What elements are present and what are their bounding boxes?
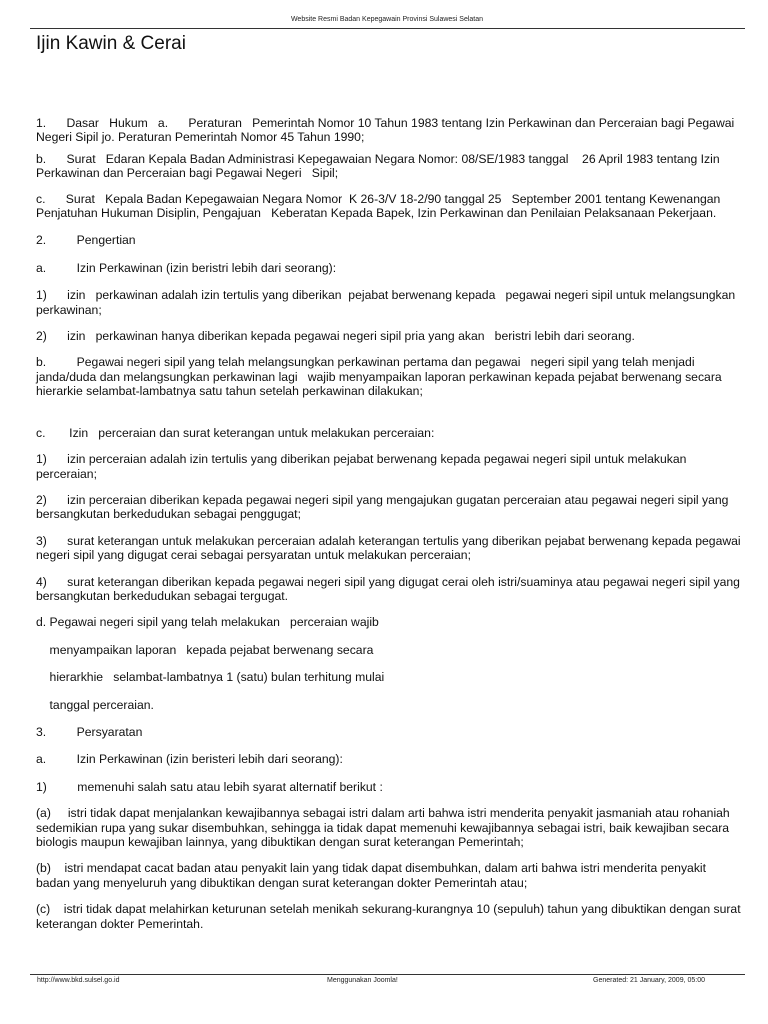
paragraph-dasar-hukum-c: c. Surat Kepala Badan Kepegawaian Negara Nomor K 26-3/V 18-2/90 tanggal 25 September 2001 tentang Kewenangan Penjatuhan Hukuman Disiplin, Pengajuan Keberatan Kepada Bapek, Izin Perkawinan dan Penilaian Pelaksanaan Pekerjaan.: [36, 191, 724, 221]
paragraph-syarat-a: (a) istri tidak dapat menjalankan kewajibannya sebagai istri dalam arti bahwa istri menderita penyakit jasmaniah atau rohaniah sedemikian rupa yang sukar disembuhkan, sehingga ia tidak dapat memenuhi kewajibannya sebagai istri, baik kewajiban secara biologis maupun kewajiban lainnya, yang dibuktikan dengan surat keterangan Pemerintah;: [36, 806, 734, 849]
paragraph-izin-perceraian: c. Izin perceraian dan surat keterangan untuk melakukan perceraian:: [36, 425, 435, 440]
paragraph-syarat-alternatif: 1) memenuhi salah satu atau lebih syarat alternatif berikut :: [36, 779, 383, 794]
paragraph-izin-perceraian-3: 3) surat keterangan untuk melakukan perceraian adalah keterangan tertulis yang diberikan pejabat berwenang kepada pegawai negeri sipil yang digugat cerai sebagai persyaratan untuk melakukan perceraian;: [36, 533, 745, 563]
paragraph-syarat-b: (b) istri mendapat cacat badan atau penyakit lain yang tidak dapat disembuhkan, dalam arti bahwa istri menderita penyakit badan yang menyeluruh yang dibuktikan dengan surat keterangan dokter Pemerintah atau;: [36, 861, 710, 890]
paragraph-izin-perkawinan-2: 2) izin perkawinan hanya diberikan kepada pegawai negeri sipil pria yang akan beristri lebih dari seorang.: [36, 329, 635, 344]
paragraph-dasar-hukum-b: b. Surat Edaran Kepala Badan Administrasi Kepegawaian Negara Nomor: 08/SE/1983 tanggal 26 April 1983 tentang Izin Perkawinan dan Perceraian bagi Pegawai Negeri Sipil;: [36, 151, 724, 181]
heading-pengertian: 2. Pengertian: [36, 233, 136, 248]
heading-persyaratan: 3. Persyaratan: [36, 724, 143, 739]
footer-site-url: http://www.bkd.sulsel.go.id: [37, 977, 120, 984]
paragraph-dasar-hukum-a: 1. Dasar Hukum a. Peraturan Pemerintah Nomor 10 Tahun 1983 tentang Izin Perkawinan dan Perceraian bagi Pegawai Negeri Sipil jo. Peraturan Pemerintah Nomor 45 Tahun 1990;: [36, 116, 738, 145]
page-title: Ijin Kawin & Cerai: [36, 33, 186, 54]
paragraph-laporan-perceraian: d. Pegawai negeri sipil yang telah melakukan perceraian wajib: [36, 615, 379, 630]
paragraph-laporan-perceraian-cont-2: hierarkhie selambat-lambatnya 1 (satu) bulan terhitung mulai: [36, 670, 385, 685]
footer-divider: [30, 974, 745, 975]
paragraph-syarat-c: (c) istri tidak dapat melahirkan keturunan setelah menikah sekurang-kurangnya 10 (sepuluh) tahun yang dibuktikan dengan surat keterangan dokter Pemerintah.: [36, 902, 744, 931]
paragraph-laporan-perceraian-cont-3: tanggal perceraian.: [36, 697, 154, 712]
paragraph-izin-perceraian-1: 1) izin perceraian adalah izin tertulis yang diberikan pejabat berwenang kepada pegawai negeri sipil untuk melakukan perceraian;: [36, 452, 690, 481]
header-divider: [30, 28, 745, 29]
paragraph-laporan-perkawinan: b. Pegawai negeri sipil yang telah melangsungkan perkawinan pertama dan pegawai negeri sipil yang telah menjadi janda/duda dan melangsungkan perkawinan lagi wajib menyampaikan laporan perkawinan kepada pejabat berwenang secara hierarkie selambat-lambatnya satu tahun setelah perkawinan dilakukan;: [36, 355, 732, 399]
footer-powered-by: Menggunakan Joomla!: [327, 977, 398, 984]
paragraph-syarat-izin-perkawinan: a. Izin Perkawinan (izin beristeri lebih dari seorang):: [36, 752, 343, 767]
paragraph-izin-perkawinan-1: 1) izin perkawinan adalah izin tertulis yang diberikan pejabat berwenang kepada pegawai negeri sipil untuk melangsungkan perkawinan;: [36, 288, 739, 317]
footer-generated-date: Generated: 21 January, 2009, 05:00: [593, 977, 705, 984]
paragraph-izin-perkawinan: a. Izin Perkawinan (izin beristri lebih dari seorang):: [36, 260, 337, 275]
paragraph-izin-perceraian-4: 4) surat keterangan diberikan kepada pegawai negeri sipil yang digugat cerai oleh istri/suaminya atau pegawai negeri sipil yang bersangkutan berkedudukan sebagai tergugat.: [36, 574, 744, 603]
paragraph-laporan-perceraian-cont-1: menyampaikan laporan kepada pejabat berwenang secara: [36, 642, 374, 657]
paragraph-izin-perceraian-2: 2) izin perceraian diberikan kepada pegawai negeri sipil yang mengajukan gugatan perceraian atau pegawai negeri sipil yang bersangkutan berkedudukan sebagai penggugat;: [36, 492, 732, 522]
page-header: Website Resmi Badan Kepegawain Provinsi Sulawesi Selatan: [290, 16, 484, 23]
article-body: [36, 113, 745, 931]
